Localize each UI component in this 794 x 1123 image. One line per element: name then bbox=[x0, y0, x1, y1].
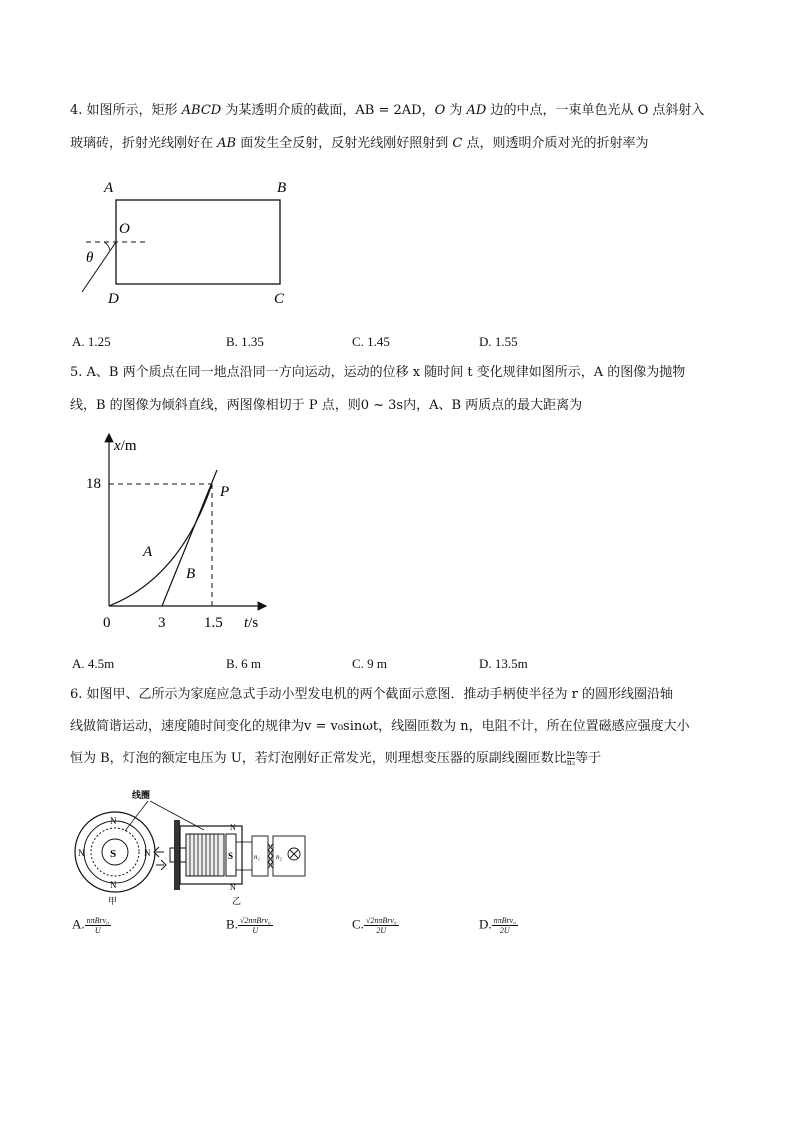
side-n-bottom: N bbox=[230, 883, 236, 892]
label-theta: θ bbox=[86, 250, 94, 266]
outer-n-left: N bbox=[78, 848, 85, 858]
q6-generator-figure bbox=[70, 786, 310, 908]
label-b: B bbox=[277, 180, 287, 196]
outer-n-bottom: N bbox=[110, 880, 117, 890]
angle-arc bbox=[104, 242, 110, 251]
label-d: D bbox=[108, 291, 119, 307]
label-p: P bbox=[220, 484, 230, 500]
q4-option-b[interactable]: B. 1.35 bbox=[226, 334, 264, 349]
label-jia: 甲 bbox=[108, 896, 118, 906]
q6-option-c[interactable]: C. $\frac{\text{√2nπBrv₀}}{2U}$ bbox=[352, 916, 397, 935]
q4-stem-line2: 玻璃砖，折射光线刚好在 AB 面发生全反射，反射光线刚好照射到 C 点，则透明介质对光的折射率为 bbox=[70, 136, 649, 151]
q6-option-d[interactable]: D. $\frac{\text{nπBrv₀}}{2U}$ bbox=[479, 916, 516, 935]
q6-option-b[interactable]: B. $\frac{\text{√2nπBrv₀}}{U}$ bbox=[226, 916, 271, 935]
label-n1: n₁ bbox=[254, 853, 260, 861]
tick-y18: 18 bbox=[86, 476, 101, 492]
x-axis-label: t/s bbox=[244, 615, 259, 631]
q5-option-a[interactable]: A. 4.5m bbox=[72, 656, 115, 671]
label-curve-a: A bbox=[143, 544, 153, 560]
tick-x3: 3 bbox=[158, 615, 166, 631]
q6-stem-line2: 线做简谐运动，速度随时间变化的规律为v = v₀sinωt，线圈匝数为 n，电阻不计，所在位置磁感应强度大小 bbox=[70, 719, 690, 734]
label-o: O bbox=[119, 221, 130, 237]
q6-stem-line1: 6. 如图甲、乙所示为家庭应急式手动小型发电机的两个截面示意图．推动手柄使半径为 r 的圆形线圈沿轴 bbox=[70, 687, 674, 702]
q6-stem-line3: 恒为 B，灯泡的额定电压为 U，若灯泡刚好正常发光，则理想变压器的原副线圈匝数比 $\frac{\text{n₁}}{\text{n₂}}$等于 bbox=[70, 749, 602, 767]
q4-option-a[interactable]: A. 1.25 bbox=[72, 334, 111, 349]
q4-option-d[interactable]: D. 1.55 bbox=[479, 334, 518, 349]
figure-jia bbox=[75, 812, 155, 906]
line-b bbox=[162, 470, 217, 606]
label-n2: n₂ bbox=[276, 853, 282, 861]
curve-a bbox=[109, 484, 212, 606]
transformer-circuit bbox=[236, 836, 305, 876]
q5-stem-line1: 5. A、B 两个质点在同一地点沿同一方向运动，运动的位移 x 随时间 t 变化规律如图所示，A 的图像为抛物 bbox=[70, 365, 686, 380]
outer-n-right: N bbox=[144, 848, 151, 858]
q5-stem-line2: 线，B 的图像为倾斜直线，两图像相切于 P 点，则0 ~ 3s内，A、B 两质点的最大距离为 bbox=[70, 398, 583, 413]
coil-leader-1 bbox=[125, 801, 148, 831]
q4-option-c[interactable]: C. 1.45 bbox=[352, 334, 390, 349]
q4-rectangle-figure bbox=[70, 172, 310, 312]
q5-xt-graph bbox=[70, 428, 285, 638]
label-a: A bbox=[104, 180, 114, 196]
tick-x15: 1.5 bbox=[204, 615, 223, 631]
side-n-top: N bbox=[230, 823, 236, 832]
y-axis-label: x/m bbox=[114, 438, 137, 454]
q5-option-c[interactable]: C. 9 m bbox=[352, 656, 388, 671]
side-s: S bbox=[228, 851, 234, 861]
q5-option-b[interactable]: B. 6 m bbox=[226, 656, 262, 671]
inner-s: S bbox=[110, 848, 117, 860]
label-c: C bbox=[274, 291, 285, 307]
label-coil: 线圈 bbox=[132, 790, 151, 800]
outer-n-top: N bbox=[110, 816, 117, 826]
label-yi: 乙 bbox=[232, 896, 242, 906]
tick-origin: 0 bbox=[103, 615, 111, 631]
figure-yi bbox=[170, 820, 242, 906]
arrow-right bbox=[156, 860, 166, 870]
q4-stem-line1: 4. 如图所示，矩形 ABCD 为某透明介质的截面，AB = 2AD，O 为 AD 边的中点，一束单色光从 O 点斜射入 bbox=[70, 103, 705, 118]
q5-option-d[interactable]: D. 13.5m bbox=[479, 656, 528, 671]
q6-option-a[interactable]: A. $\frac{\text{nπBrv₀}}{U}$ bbox=[72, 916, 109, 935]
label-line-b: B bbox=[186, 566, 196, 582]
